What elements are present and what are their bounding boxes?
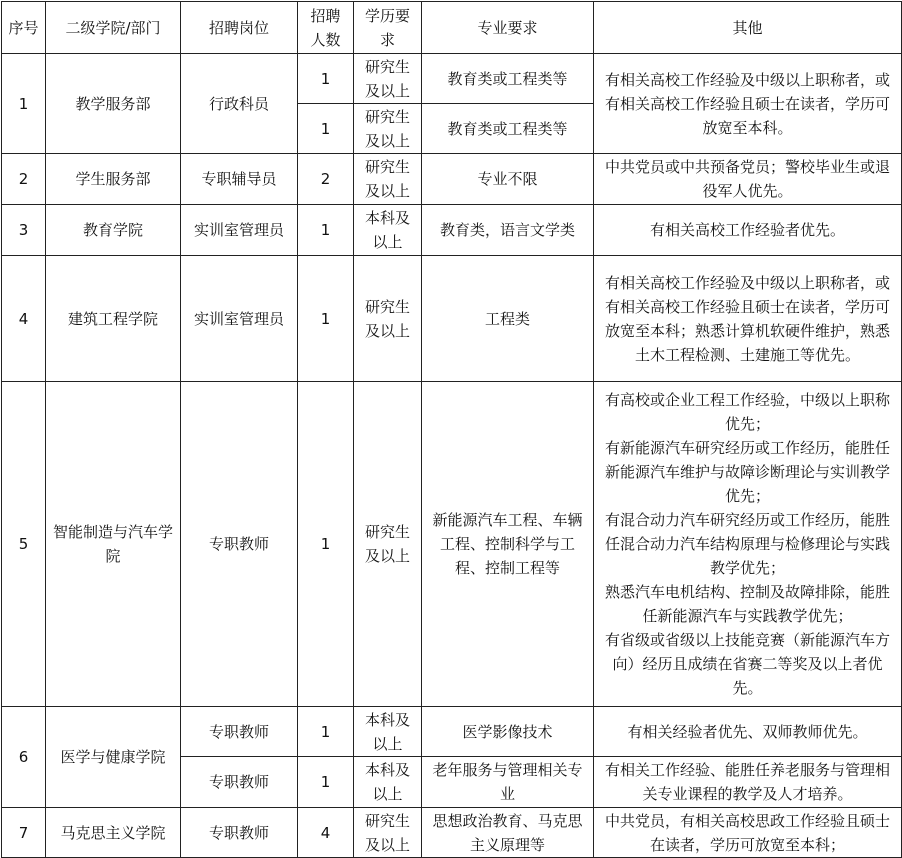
- row-other: 有相关经验者优先、双师教师优先。: [594, 707, 902, 757]
- row-no: 2: [2, 154, 46, 205]
- other-line: 有省级或省级以上技能竞赛（新能源汽车方向）经历且成绩在省赛二等奖及以上者优先。: [604, 631, 890, 697]
- row-edu: 本科及以上: [354, 205, 422, 256]
- row-no: 7: [2, 808, 46, 858]
- row-no: 1: [2, 54, 46, 154]
- row-count: 2: [298, 154, 354, 205]
- row-edu: 研究生及以上: [354, 154, 422, 205]
- row-post: 专职教师: [181, 707, 298, 757]
- table-row: [2, 205, 902, 256]
- row-major: 新能源汽车工程、车辆工程、控制科学与工程、控制工程等: [422, 382, 594, 707]
- row-post: 专职教师: [181, 757, 298, 808]
- recruitment-table: [1, 1, 902, 858]
- row-dept: 医学与健康学院: [46, 707, 181, 808]
- row-dept: 学生服务部: [46, 154, 181, 205]
- table-row: [2, 808, 902, 858]
- other-line: 有新能源汽车研究经历或工作经历，能胜任新能源汽车维护与故障诊断理论与实训教学优先；: [604, 439, 890, 505]
- header-dept: 二级学院/部门: [46, 2, 181, 54]
- row-edu: 研究生及以上: [354, 54, 422, 104]
- other-line: 有高校或企业工程工作经验，中级以上职称优先；: [604, 391, 890, 433]
- row-other: 中共党员或中共预备党员；警校毕业生或退役军人优先。: [594, 154, 902, 205]
- row-other: [594, 382, 902, 707]
- row-edu: 本科及以上: [354, 707, 422, 757]
- row-no: 5: [2, 382, 46, 707]
- row-no: 6: [2, 707, 46, 808]
- header-no: 序号: [2, 2, 46, 54]
- row-dept: 教育学院: [46, 205, 181, 256]
- row-major: 专业不限: [422, 154, 594, 205]
- row-edu: 本科及以上: [354, 757, 422, 808]
- row-count: 1: [298, 104, 354, 154]
- row-edu: 研究生及以上: [354, 808, 422, 858]
- header-count: 招聘人数: [298, 2, 354, 54]
- other-line: 有混合动力汽车研究经历或工作经历，能胜任混合动力汽车结构原理与检修理论与实践教学优先；: [604, 511, 890, 577]
- row-count: 1: [298, 205, 354, 256]
- row-major: 教育类或工程类等: [422, 54, 594, 104]
- row-post: 实训室管理员: [181, 256, 298, 382]
- row-count: 1: [298, 256, 354, 382]
- table-row: [2, 382, 902, 707]
- row-no: 3: [2, 205, 46, 256]
- row-edu: 研究生及以上: [354, 104, 422, 154]
- row-dept: 马克思主义学院: [46, 808, 181, 858]
- row-post: 专职教师: [181, 808, 298, 858]
- row-other: 有相关高校工作经验者优先。: [594, 205, 902, 256]
- row-count: 1: [298, 757, 354, 808]
- header-major: 专业要求: [422, 2, 594, 54]
- row-major: 医学影像技术: [422, 707, 594, 757]
- row-count: 1: [298, 54, 354, 104]
- row-dept: 教学服务部: [46, 54, 181, 154]
- row-count: 4: [298, 808, 354, 858]
- table-row: [2, 256, 902, 382]
- row-post: 专职教师: [181, 382, 298, 707]
- row-edu: 研究生及以上: [354, 382, 422, 707]
- row-other: 有相关工作经验、能胜任养老服务与管理相关专业课程的教学及人才培养。: [594, 757, 902, 808]
- row-other: 有相关高校工作经验及中级以上职称者，或有相关高校工作经验且硕士在读者，学历可放宽至本科；熟悉计算机软硬件维护，熟悉土木工程检测、土建施工等优先。: [594, 256, 902, 382]
- row-dept: 智能制造与汽车学院: [46, 382, 181, 707]
- row-edu: 研究生及以上: [354, 256, 422, 382]
- row-post: 行政科员: [181, 54, 298, 154]
- row-count: 1: [298, 382, 354, 707]
- row-other: 有相关高校工作经验及中级以上职称者，或有相关高校工作经验且硕士在读者，学历可放宽至本科。: [594, 54, 902, 154]
- row-other: 中共党员，有相关高校思政工作经验且硕士在读者，学历可放宽至本科；: [594, 808, 902, 858]
- header-post: 招聘岗位: [181, 2, 298, 54]
- row-major: 工程类: [422, 256, 594, 382]
- header-row: [2, 2, 902, 54]
- row-major: 思想政治教育、马克思主义原理等: [422, 808, 594, 858]
- row-major: 教育类或工程类等: [422, 104, 594, 154]
- row-major: 教育类，语言文学类: [422, 205, 594, 256]
- table-row: [2, 154, 902, 205]
- row-major: 老年服务与管理相关专业: [422, 757, 594, 808]
- table-row: [2, 54, 902, 104]
- header-other: 其他: [594, 2, 902, 54]
- row-post: 专职辅导员: [181, 154, 298, 205]
- row-count: 1: [298, 707, 354, 757]
- row-no: 4: [2, 256, 46, 382]
- table-row: [2, 707, 902, 757]
- header-edu: 学历要求: [354, 2, 422, 54]
- row-dept: 建筑工程学院: [46, 256, 181, 382]
- other-line: 熟悉汽车电机结构、控制及故障排除，能胜任新能源汽车与实践教学优先；: [604, 583, 890, 625]
- row-post: 实训室管理员: [181, 205, 298, 256]
